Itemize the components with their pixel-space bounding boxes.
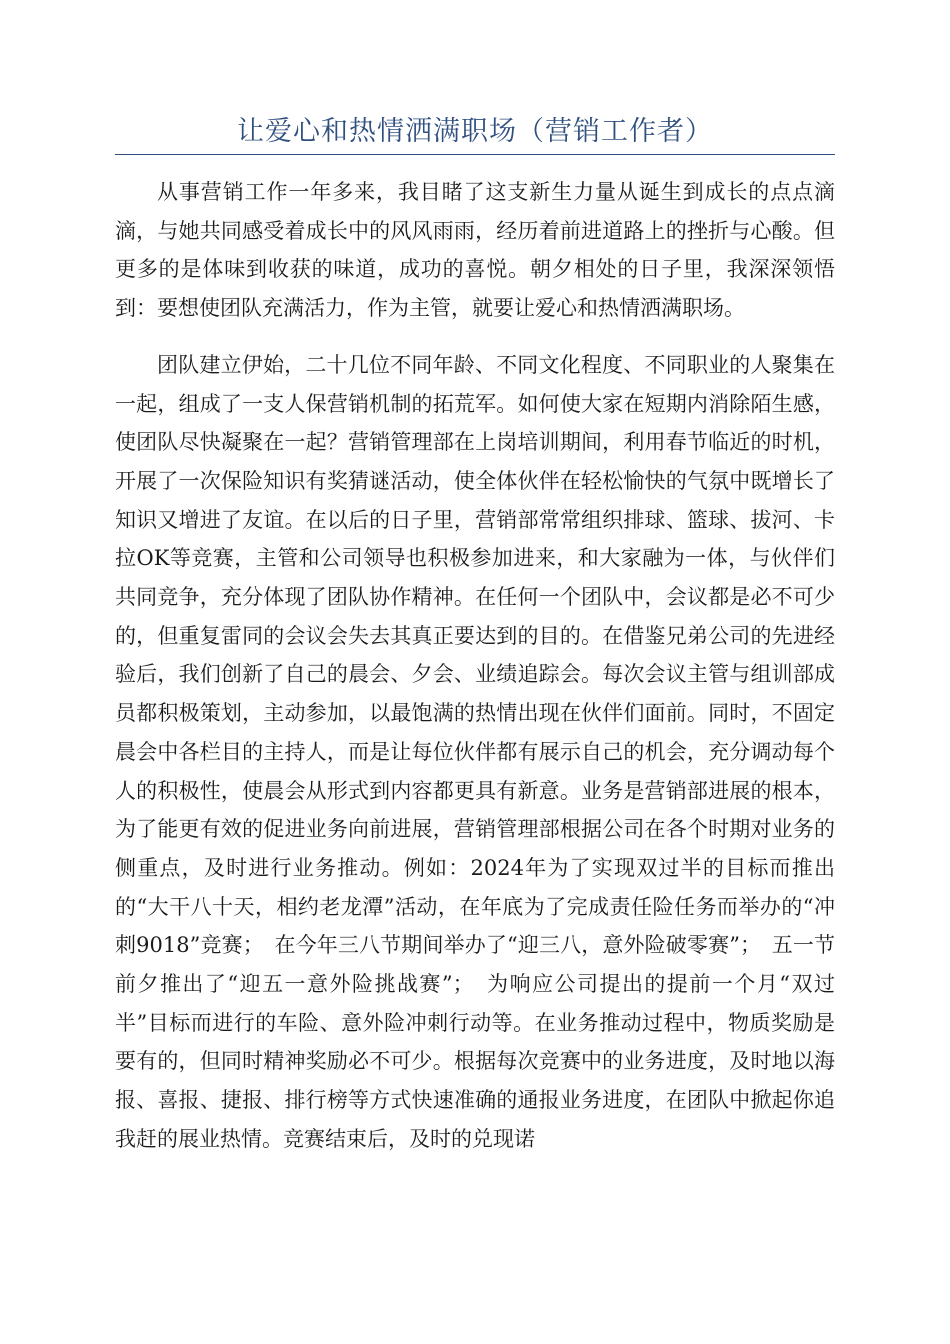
paragraph-2: 团队建立伊始，二十几位不同年龄、不同文化程度、不同职业的人聚集在一起，组成了一支人保营销机制的拓荒军。如何使大家在短期内消除陌生感，使团队尽快凝聚在一起？营销管理部在上岗培训期间，利用春节临近的时机，开展了一次保险知识有奖猜谜活动，使全体伙伴在轻松愉快的气氛中既增长了知识又增进了友谊。在以后的日子里，营销部常常组织排球、篮球、拔河、卡拉OK等竞赛，主管和公司领导也积极参加进来，和大家融为一体，与伙伴们共同竞争，充分体现了团队协作精神。在任何一个团队中，会议都是必不可少的，但重复雷同的会议会失去其真正要达到的目的。在借鉴兄弟公司的先进经验后，我们创新了自己的晨会、夕会、业绩追踪会。每次会议主管与组训部成员都积极策划，主动参加，以最饱满的热情出现在伙伴们面前。同时，不固定晨会中各栏目的主持人，而是让每位伙伴都有展示自己的机会，充分调动每个人的积极性，使晨会从形式到内容都更具有新意。业务是营销部进展的根本，为了能更有效的促进业务向前进展，营销管理部根据公司在各个时期对业务的侧重点，及时进行业务推动。例如：2024年为了实现双过半的目标而推出的“大干八十天，相约老龙潭”活动，在年底为了完成责任险任务而举办的“冲刺9018”竞赛； 在今年三八节期间举办了“迎三八，意外险破零赛”； 五一节前夕推出了“迎五一意外险挑战赛”； 为响应公司提出的提前一个月“双过半”目标而进行的车险、意外险冲刺行动等。在业务推动过程中，物质奖励是要有的，但同时精神奖励必不可少。根据每次竞赛中的业务进度，及时地以海报、喜报、捷报、排行榜等方式快速准确的通报业务进度，在团队中掀起你追我赶的展业热情。竞赛结束后，及时的兑现诺 <box>115 352 835 1151</box>
document-title: 让爱心和热情洒满职场（营销工作者） <box>237 116 713 147</box>
document-body <box>115 173 835 1159</box>
title-underline <box>115 154 835 155</box>
paragraph-1: 从事营销工作一年多来，我目睹了这支新生力量从诞生到成长的点点滴滴，与她共同感受着成长中的风风雨雨，经历着前进道路上的挫折与心酸。但更多的是体味到收获的味道，成功的喜悦。朝夕相处的日子里，我深深领悟到：要想使团队充满活力，作为主管，就要让爱心和热情洒满职场。 <box>115 180 835 321</box>
